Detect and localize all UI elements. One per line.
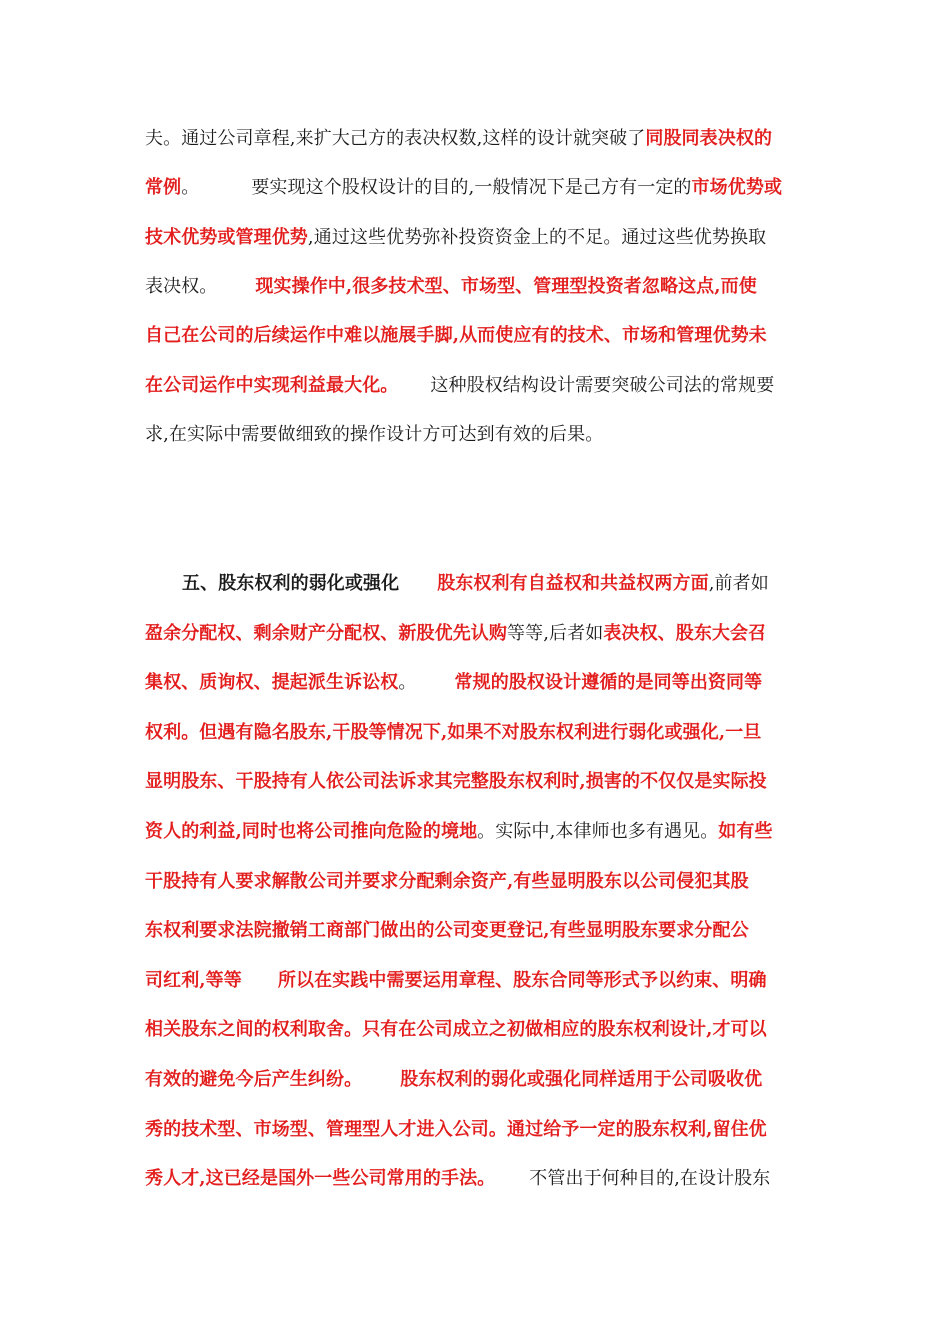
text-line: [145, 1113, 767, 1147]
emphasis-text: 显明股东、干股持有人依公司法诉求其完整股东权利时,损害的不仅仅是实际投: [145, 771, 767, 793]
emphasis-text: 东权利要求法院撤销工商部门做出的公司变更登记,有些显明股东要求分配公: [145, 920, 749, 942]
body-text: 求,在实际中需要做细致的操作设计方可达到有效的后果。: [145, 423, 604, 445]
emphasis-text: 秀的技术型、市场型、管理型人才进入公司。通过给予一定的股东权利,留住优: [145, 1118, 767, 1140]
text-line: [145, 171, 782, 205]
body-text: 。: [181, 177, 200, 199]
emphasis-text: 司红利,等等: [145, 969, 242, 991]
text-line: [145, 716, 761, 750]
emphasis-text: 相关股东之间的权利取舍。只有在公司成立之初做相应的股东权利设计,才可以: [145, 1019, 767, 1041]
emphasis-text: 表决权、股东大会召: [603, 622, 767, 644]
emphasis-text: 干股持有人要求解散公司并要求分配剩余资产,有些显明股东以公司侵犯其股: [145, 870, 749, 892]
emphasis-text: 现实操作中,很多技术型、市场型、管理型投资者忽略这点,而使: [255, 275, 757, 297]
body-text: ,通过这些优势弥补投资资金上的不足。通过这些优势换取: [307, 226, 767, 248]
emphasis-text: 自己在公司的后续运作中难以施展手脚,从而使应有的技术、市场和管理优势未: [145, 325, 767, 347]
body-text: 表决权。: [145, 275, 218, 297]
section-heading: 五、股东权利的弱化或强化: [182, 573, 400, 594]
emphasis-text: 有效的避免今后产生纠纷。: [145, 1069, 363, 1090]
emphasis-text: 技术优势或管理优势: [145, 226, 308, 248]
emphasis-text: 同股同表决权的: [645, 128, 773, 149]
body-text: 。实际中,本律师也多有遇见。: [477, 821, 719, 842]
text-line: [145, 666, 762, 700]
text-line: [145, 765, 767, 799]
emphasis-text: 常规的股权设计遵循的是同等出资同等: [454, 672, 763, 694]
text-line: [145, 221, 766, 255]
body-text: 夫。通过公司章程,来扩大己方的表决权数,这样的设计就突破了: [145, 128, 646, 149]
text-line: [145, 418, 603, 452]
text-line: [145, 815, 773, 849]
body-text: ,前者如: [708, 573, 769, 594]
emphasis-text: 如有些: [718, 821, 773, 842]
emphasis-text: 所以在实践中需要运用章程、股东合同等形式予以约束、明确: [277, 969, 767, 991]
text-line: [145, 1013, 767, 1047]
text-line: [145, 1162, 770, 1196]
text-line: [182, 567, 769, 601]
text-line: [145, 914, 749, 948]
text-line: [145, 865, 749, 899]
body-text: 等等,后者如: [507, 622, 604, 644]
text-line: [145, 964, 767, 998]
emphasis-text: 股东权利的弱化或强化同样适用于公司吸收优: [400, 1069, 763, 1090]
emphasis-text: 股东权利有自益权和共益权两方面: [437, 573, 709, 594]
text-line: [145, 319, 767, 353]
text-line: [145, 369, 774, 403]
emphasis-text: 常例: [145, 177, 182, 199]
emphasis-text: 盈余分配权、剩余财产分配权、新股优先认购: [145, 622, 507, 644]
text-line: [145, 617, 766, 651]
emphasis-text: 集权、质询权、提起派生诉讼权: [145, 672, 399, 694]
body-text: 这种股权结构设计需要突破公司法的常规要: [430, 374, 775, 396]
text-line: [145, 1063, 762, 1097]
emphasis-text: 权利。但遇有隐名股东,干股等情况下,如果不对股东权利进行弱化或强化,一旦: [145, 721, 762, 743]
body-text: 要实现这个股权设计的目的,一般情况下是己方有一定的: [251, 177, 692, 199]
text-line: [145, 270, 757, 304]
body-text: 不管出于何种目的,在设计股东: [529, 1168, 771, 1190]
emphasis-text: 市场优势或: [691, 177, 783, 199]
emphasis-text: 秀人才,这已经是国外一些公司常用的手法。: [145, 1168, 496, 1190]
body-text: 。: [398, 672, 417, 694]
emphasis-text: 资人的利益,同时也将公司推向危险的境地: [145, 821, 478, 842]
text-line: [145, 122, 772, 156]
emphasis-text: 在公司运作中实现利益最大化。: [145, 374, 399, 396]
